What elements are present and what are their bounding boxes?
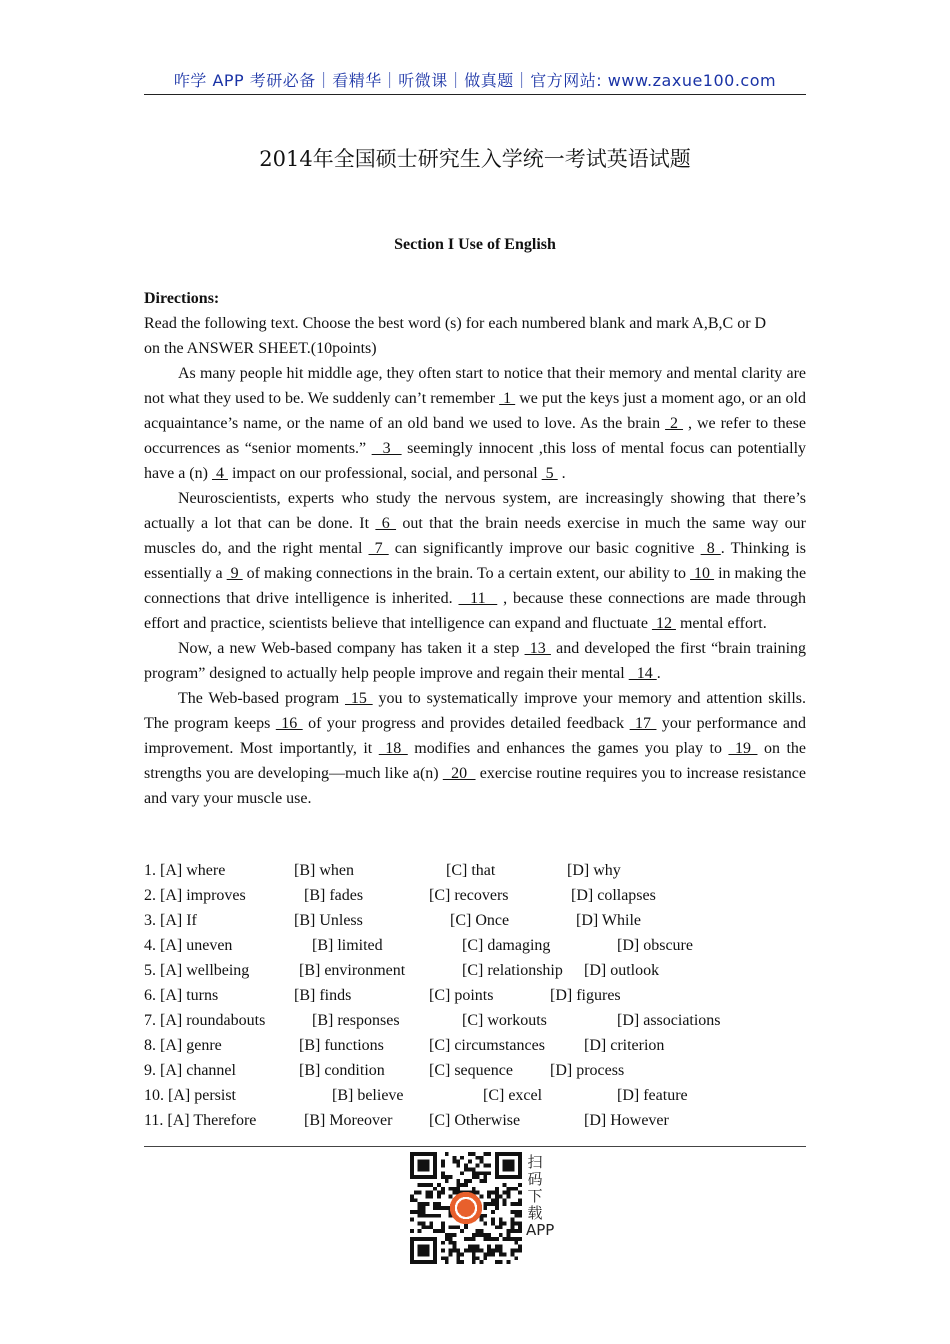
- passage-text: modifies and enhances the games you play to: [407, 740, 729, 757]
- option-choice: 5. [A] wellbeing: [144, 962, 250, 979]
- passage-text: of your progress and provides detailed feedback: [302, 715, 630, 732]
- blank-number: 13: [524, 640, 551, 657]
- passage-text: , we refer to these occurrences as “senior moments.”: [144, 415, 807, 457]
- section-heading: Section I Use of English: [394, 236, 556, 253]
- page-title: 2014年全国硕士研究生入学统一考试英语试题: [259, 147, 691, 171]
- passage-text: seemingly innocent ,this loss of mental focus can potentially have a (n): [144, 440, 807, 482]
- blank-number: 16: [275, 715, 303, 732]
- blank-number: 7: [368, 540, 389, 557]
- paragraph-4: [144, 686, 806, 811]
- blank-number: 12: [651, 615, 676, 632]
- option-choice: [B] Unless: [294, 912, 363, 929]
- directions-line-2: on the ANSWER SHEET.(10points): [144, 340, 377, 357]
- option-choice: 11. [A] Therefore: [144, 1112, 257, 1129]
- option-choice: [C] that: [446, 862, 496, 879]
- option-row: [144, 1008, 806, 1033]
- blank-number: 18: [378, 740, 408, 757]
- option-choice: 1. [A] where: [144, 862, 226, 879]
- option-choice: [B] environment: [299, 962, 406, 979]
- option-choice: [B] functions: [299, 1037, 384, 1054]
- option-row: [144, 1033, 806, 1058]
- passage-body: [144, 286, 806, 811]
- blank-number: 20: [442, 765, 476, 782]
- page-header: 咋学 APP 考研必备｜看精华｜听微课｜做真题｜官方网站: www.zaxue100.com: [173, 71, 777, 90]
- option-row: [144, 958, 806, 983]
- blank-number: 17: [629, 715, 657, 732]
- passage-text: exercise routine requires you to increase resistance and vary your muscle use.: [144, 765, 806, 807]
- passage-text: impact on our professional, social, and personal: [227, 465, 542, 482]
- option-row: [144, 983, 806, 1008]
- option-choice: [D] criterion: [584, 1037, 665, 1054]
- option-choice: [D] why: [567, 862, 621, 879]
- passage-text: out that the brain needs exercise in much the same way our muscles do, and the right mental: [144, 515, 807, 557]
- blank-number: 8: [700, 540, 721, 557]
- option-choice: 3. [A] If: [144, 912, 197, 929]
- blank-number: 2: [665, 415, 684, 432]
- passage-text: .: [557, 465, 566, 482]
- option-choice: [D] However: [584, 1112, 669, 1129]
- passage-text: , because these connections are made through effort and practice, scientists believe that intelligence can expand and fluctuate: [144, 590, 807, 632]
- option-choice: 4. [A] uneven: [144, 937, 233, 954]
- option-choice: [C] workouts: [462, 1012, 547, 1029]
- option-choice: [D] process: [550, 1062, 625, 1079]
- option-row: [144, 883, 806, 908]
- paragraph-3: [144, 636, 806, 686]
- passage-text: . Thinking is essentially a: [144, 540, 807, 582]
- directions-heading: Directions:: [144, 290, 220, 307]
- passage-text: .: [656, 665, 661, 682]
- answer-options: [144, 858, 806, 1133]
- passage-text: in making the connections that drive intelligence is inherited.: [144, 565, 807, 607]
- passage-text: Now, a new Web-based company has taken it a step: [178, 640, 525, 657]
- option-choice: [D] associations: [617, 1012, 721, 1029]
- blank-number: 6: [375, 515, 397, 532]
- option-choice: [B] when: [294, 862, 354, 879]
- option-choice: [B] Moreover: [304, 1112, 393, 1129]
- passage-text: Neuroscientists, experts who study the nervous system, are increasingly showing that there’s actually a lot that can be done. It: [144, 490, 806, 532]
- option-row: [144, 1058, 806, 1083]
- qr-download-label: 扫码下载APP: [526, 1153, 555, 1239]
- option-choice: [C] damaging: [462, 937, 551, 954]
- option-choice: [B] fades: [304, 887, 364, 904]
- option-choice: [D] obscure: [617, 937, 693, 954]
- option-row: [144, 858, 806, 883]
- passage-text: on the strengths you are developing—much like a(n): [144, 740, 807, 782]
- blank-number: 1: [499, 390, 516, 407]
- option-row: [144, 933, 806, 958]
- blank-number: 19: [728, 740, 758, 757]
- passage-text: As many people hit middle age, they often start to notice that their memory and mental clarity are not what they used to be. We suddenly can’t remember: [144, 365, 806, 407]
- passage-text: The Web-based program: [178, 690, 345, 707]
- option-choice: [C] circumstances: [429, 1037, 545, 1054]
- option-choice: 10. [A] persist: [144, 1087, 236, 1104]
- blank-number: 15: [344, 690, 373, 707]
- option-choice: [B] condition: [299, 1062, 385, 1079]
- option-choice: 6. [A] turns: [144, 987, 219, 1004]
- paragraph-2: [144, 486, 806, 636]
- blank-number: 9: [226, 565, 243, 582]
- footer-divider: [144, 1146, 806, 1147]
- blank-number: 14: [628, 665, 657, 682]
- option-choice: [C] excel: [483, 1087, 543, 1104]
- option-choice: [D] feature: [617, 1087, 688, 1104]
- option-choice: [C] sequence: [429, 1062, 513, 1079]
- option-choice: 8. [A] genre: [144, 1037, 222, 1054]
- passage-text: you to systematically improve your memory and attention skills. The program keeps: [144, 690, 806, 732]
- option-row: [144, 1083, 806, 1108]
- option-choice: [D] collapses: [571, 887, 656, 904]
- qr-code-icon: [410, 1152, 522, 1264]
- blank-number: 11: [458, 590, 498, 607]
- option-choice: [B] believe: [332, 1087, 404, 1104]
- blank-number: 3: [371, 440, 402, 457]
- paragraph-1: [144, 361, 806, 486]
- option-row: [144, 908, 806, 933]
- directions-line-1: Read the following text. Choose the best word (s) for each numbered blank and mark A,B,C or D: [144, 315, 767, 332]
- blank-number: 5: [541, 465, 558, 482]
- passage-text: of making connections in the brain. To a certain extent, our ability to: [242, 565, 691, 582]
- passage-text: can significantly improve our basic cognitive: [388, 540, 701, 557]
- header-divider: [144, 94, 806, 95]
- option-choice: 7. [A] roundabouts: [144, 1012, 266, 1029]
- option-choice: [C] points: [429, 987, 494, 1004]
- option-choice: [C] recovers: [429, 887, 509, 904]
- option-choice: 9. [A] channel: [144, 1062, 236, 1079]
- option-choice: [D] figures: [550, 987, 621, 1004]
- passage-text: mental effort.: [675, 615, 767, 632]
- blank-number: 4: [211, 465, 228, 482]
- option-choice: [C] relationship: [462, 962, 563, 979]
- option-choice: 2. [A] improves: [144, 887, 246, 904]
- option-choice: [D] While: [576, 912, 642, 929]
- option-choice: [C] Once: [450, 912, 510, 929]
- option-row: [144, 1108, 806, 1133]
- option-choice: [B] limited: [312, 937, 383, 954]
- passage-text: and developed the first “brain training program” designed to actually help people improve and regain their mental: [144, 640, 807, 682]
- option-choice: [C] Otherwise: [429, 1112, 521, 1129]
- passage-text: your performance and improvement. Most importantly, it: [144, 715, 807, 757]
- option-choice: [B] responses: [312, 1012, 400, 1029]
- blank-number: 10: [690, 565, 715, 582]
- passage-text: we put the keys just a moment ago, or an old acquaintance’s name, or the name of an old band we used to love. As the brain: [144, 390, 807, 432]
- option-choice: [B] finds: [294, 987, 352, 1004]
- option-choice: [D] outlook: [584, 962, 660, 979]
